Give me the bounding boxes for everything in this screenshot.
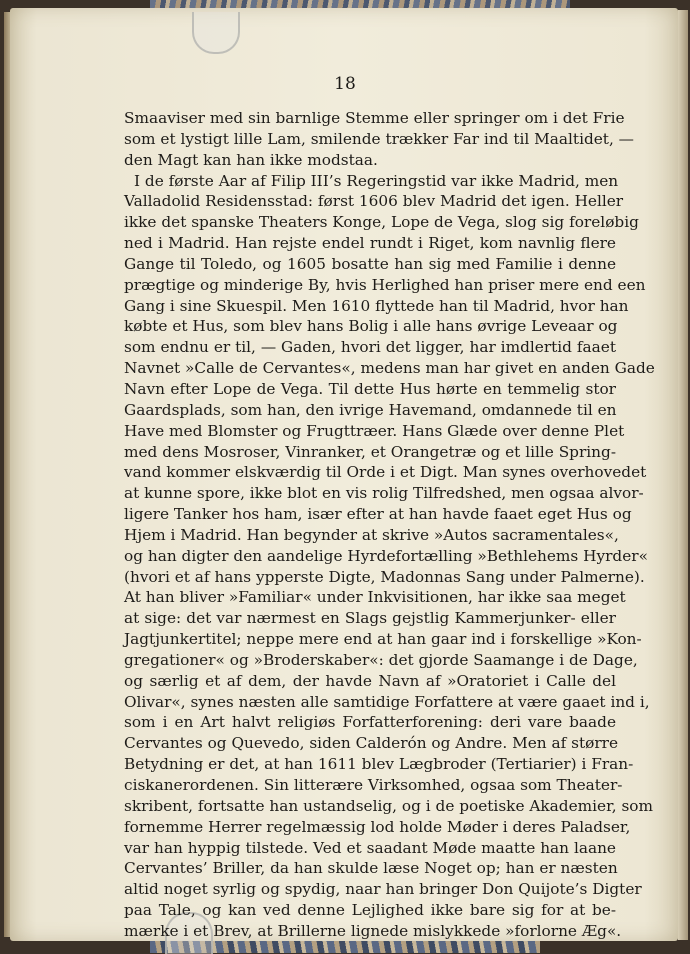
text-line: paa Tale, og kan ved denne Lejlighed ikke bare sig for at be-	[124, 901, 616, 920]
text-line: fornemme Herrer regelmæssig lod holde Møder i deres Paladser,	[124, 817, 631, 836]
text-line: ligere Tanker hos ham, især efter at han havde faaet eget Hus og	[124, 505, 632, 524]
text-line: Gange til Toledo, og 1605 bosatte han sig med Familie i denne	[124, 254, 616, 273]
text-line: prægtige og minderige By, hvis Herlighed han priser mere end een	[124, 275, 646, 294]
text-line: Gaardsplads, som han, den ivrige Havemand, omdannede til en	[124, 400, 617, 419]
text-line: ned i Madrid. Han rejste endel rundt i Riget, kom navnlig flere	[124, 234, 616, 253]
text-line: købte et Hus, som blev hans Bolig i alle hans øvrige Leveaar og	[124, 317, 618, 336]
body-text	[124, 108, 655, 942]
text-line: Jagtjunkertitel; neppe mere end at han gaar ind i forskellige »Kon-	[124, 630, 642, 649]
text-line: I de første Aar af Filip III’s Regeringstid var ikke Madrid, men	[134, 171, 619, 190]
text-line: ikke det spanske Theaters Konge, Lope de Vega, slog sig foreløbig	[124, 213, 639, 232]
text-line: Betydning er det, at han 1611 blev Lægbroder (Tertiarier) i Fran-	[124, 755, 634, 774]
text-line: Gang i sine Skuespil. Men 1610 flyttede han til Madrid, hvor han	[124, 296, 629, 315]
text-line: Smaaviser med sin barnlige Stemme eller springer om i det Frie	[124, 109, 625, 127]
text-line: Cervantes’ Briller, da han skulde læse Noget op; han er næsten	[124, 859, 618, 878]
text-line: Olivar«, synes næsten alle samtidige Forfattere at være gaaet ind i,	[124, 692, 650, 711]
text-line: At han bliver »Familiar« under Inkvisitionen, har ikke saa meget	[124, 588, 626, 607]
text-line: og han digter den aandelige Hyrdefortælling »Bethlehems Hyrder«	[124, 546, 648, 565]
text-line: Have med Blomster og Frugttræer. Hans Glæde over denne Plet	[124, 421, 625, 440]
text-line: var han hyppig tilstede. Ved et saadant Møde maatte han laane	[124, 838, 616, 857]
text-line: ciskanerordenen. Sin litterære Virksomhed, ogsaa som Theater-	[124, 776, 623, 794]
text-line: som i en Art halvt religiøs Forfatterforening: deri vare baade	[124, 713, 616, 732]
text-line: at sige: det var nærmest en Slags gejstlig Kammerjunker- eller	[124, 609, 616, 628]
text-line: altid noget syrlig og spydig, naar han bringer Don Quijote’s Digter	[124, 880, 642, 899]
text-line: og særlig et af dem, der havde Navn af »Oratoriet i Calle del	[124, 671, 616, 690]
text-line: som et lystigt lille Lam, smilende trækker Far ind til Maaltidet, —	[124, 129, 634, 148]
text-line: med dens Mosroser, Vinranker, et Orangetræ og et lille Spring-	[124, 442, 616, 461]
text-line: Hjem i Madrid. Han begynder at skrive »Autos sacramentales«,	[124, 525, 619, 544]
text-line: Navn efter Lope de Vega. Til dette Hus hørte en temmelig stor	[124, 379, 616, 398]
text-line: Cervantes og Quevedo, siden Calderón og Andre. Men af større	[124, 734, 619, 753]
text-line: vand kommer elskværdig til Orde i et Digt. Man synes overhovedet	[124, 463, 647, 482]
text-line: Valladolid Residensstad: først 1606 blev Madrid det igen. Heller	[124, 192, 624, 211]
text-line: skribent, fortsatte han ustandselig, og i de poetiske Akademier, som	[124, 796, 654, 815]
text-line: som endnu er til, — Gaden, hvori det ligger, har imdlertid faaet	[124, 338, 616, 357]
text-line: mærke i et Brev, at Brillerne lignede mislykkede »forlorne Æg«.	[124, 921, 622, 940]
text-line: den Magt kan han ikke modstaa.	[124, 150, 378, 169]
text-line: at kunne spore, ikke blot en vis rolig Tilfredshed, men ogsaa alvor-	[124, 484, 644, 503]
text-line: gregationer« og »Broderskaber«: det gjorde Saamange i de Dage,	[124, 650, 638, 669]
page-stack-edge	[678, 10, 688, 940]
text-line: (hvori et af hans ypperste Digte, Madonnas Sang under Palmerne).	[124, 567, 645, 586]
page-number: 18	[334, 74, 356, 94]
clip-top-icon	[192, 12, 240, 54]
text-line: Navnet »Calle de Cervantes«, medens man har givet en anden Gade	[124, 359, 655, 378]
